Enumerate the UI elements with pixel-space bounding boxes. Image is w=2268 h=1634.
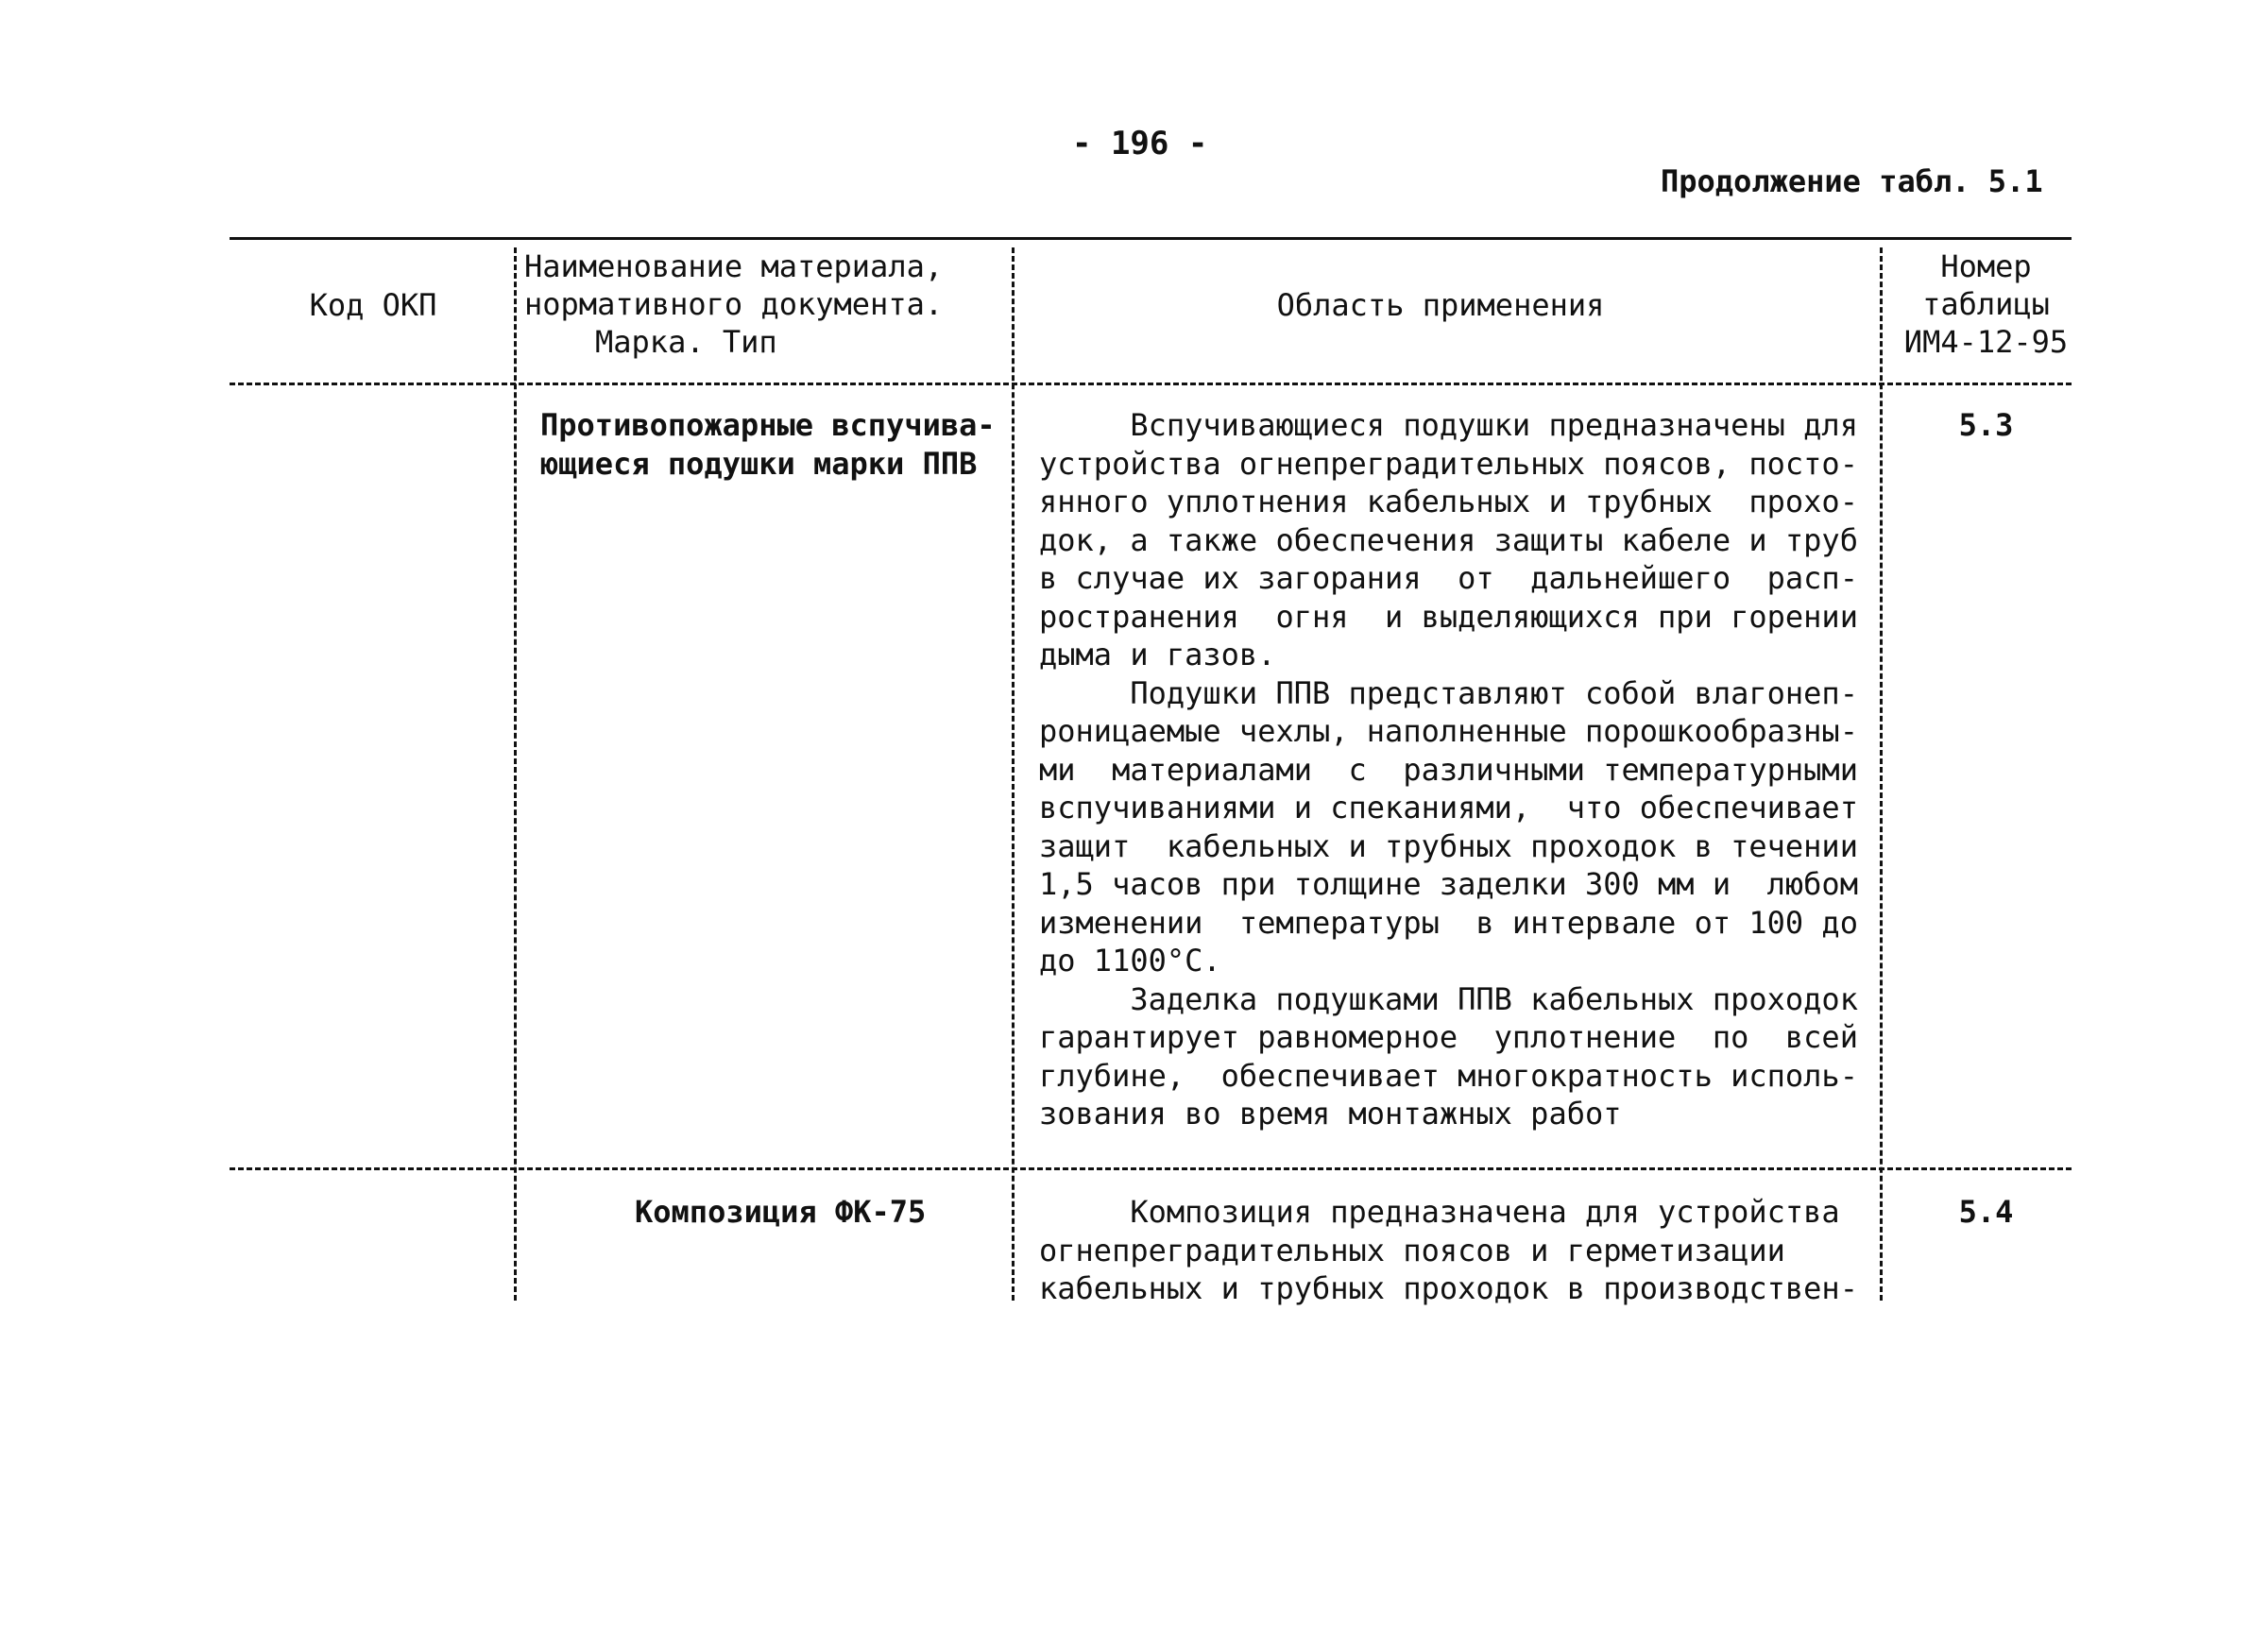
application-line: изменении температуры в интервале от 100 до — [1039, 904, 1858, 941]
page-number: - 196 - — [1072, 125, 1208, 162]
application-line: Подушки ППВ представляют собой влагонеп- — [1039, 674, 1858, 711]
header-application: Область применения — [1276, 287, 1605, 323]
table-top-rule — [230, 237, 2072, 240]
row-1-application — [1039, 406, 1875, 1133]
application-line: ми материалами с различными температурными — [1039, 751, 1858, 788]
header-material — [524, 247, 1006, 361]
application-line: Заделка подушками ППВ кабельных проходок — [1039, 980, 1858, 1017]
column-separator-1 — [514, 247, 517, 1301]
material-line: Композиция ФК-75 — [635, 1194, 927, 1230]
application-line: до 1100°С. — [1039, 943, 1221, 979]
row-2-application — [1039, 1193, 1875, 1308]
application-line: кабельных и трубных проходок в производствен- — [1039, 1270, 1858, 1306]
header-table-number-line: таблицы — [1922, 286, 2050, 322]
application-line: зования во время монтажных работ — [1039, 1096, 1622, 1132]
column-separator-3 — [1880, 247, 1883, 1301]
application-line: док, а также обеспечения защиты кабеле и труб — [1039, 521, 1858, 558]
application-line: 1,5 часов при толщине заделки 300 мм и любом — [1039, 866, 1858, 902]
application-line: вспучиваниями и спеканиями, что обеспечивает — [1039, 790, 1858, 826]
header-divider — [230, 383, 2072, 385]
row-1-table-number: 5.3 — [1958, 407, 2014, 443]
application-line: дыма и газов. — [1039, 637, 1276, 672]
application-line: устройства огнепреградительных поясов, посто- — [1039, 445, 1858, 482]
row-divider — [230, 1167, 2072, 1170]
application-line: огнепреградительных поясов и герметизации — [1039, 1232, 1785, 1268]
column-separator-2 — [1012, 247, 1015, 1301]
application-line: янного уплотнения кабельных и трубных прохо- — [1039, 484, 1858, 519]
header-table-number-line: ИМ4-12-95 — [1903, 324, 2069, 360]
row-2-table-number: 5.4 — [1958, 1194, 2014, 1230]
application-line: защит кабельных и трубных проходок в течении — [1039, 827, 1858, 864]
application-line: глубине, обеспечивает многократность исполь- — [1039, 1057, 1858, 1094]
application-line: Вспучивающиеся подушки предназначены для — [1039, 407, 1858, 443]
header-table-number — [1889, 247, 2083, 361]
header-material-line: Наименование материала, — [524, 248, 944, 284]
header-table-number-line: Номер — [1940, 248, 2032, 284]
application-line: роницаемые чехлы, наполненные порошкообразны- — [1039, 713, 1858, 749]
table-continuation-label: Продолжение табл. 5.1 — [1661, 163, 2043, 199]
application-line: в случае их загорания от дальнейшего расп- — [1039, 560, 1858, 596]
header-material-line: нормативного документа. — [524, 286, 944, 322]
header-code: Код ОКП — [309, 287, 437, 323]
application-line: Композиция предназначена для устройства — [1039, 1194, 1840, 1230]
row-2-material — [635, 1193, 1008, 1232]
row-1-material — [540, 406, 1008, 483]
material-line: ющиеся подушки марки ППВ — [540, 445, 978, 482]
header-material-line: Марка. Тип — [595, 324, 777, 360]
material-line: Противопожарные вспучива- — [540, 407, 996, 443]
application-line: ространения огня и выделяющихся при горении — [1039, 598, 1858, 635]
application-line: гарантирует равномерное уплотнение по всей — [1039, 1019, 1858, 1055]
